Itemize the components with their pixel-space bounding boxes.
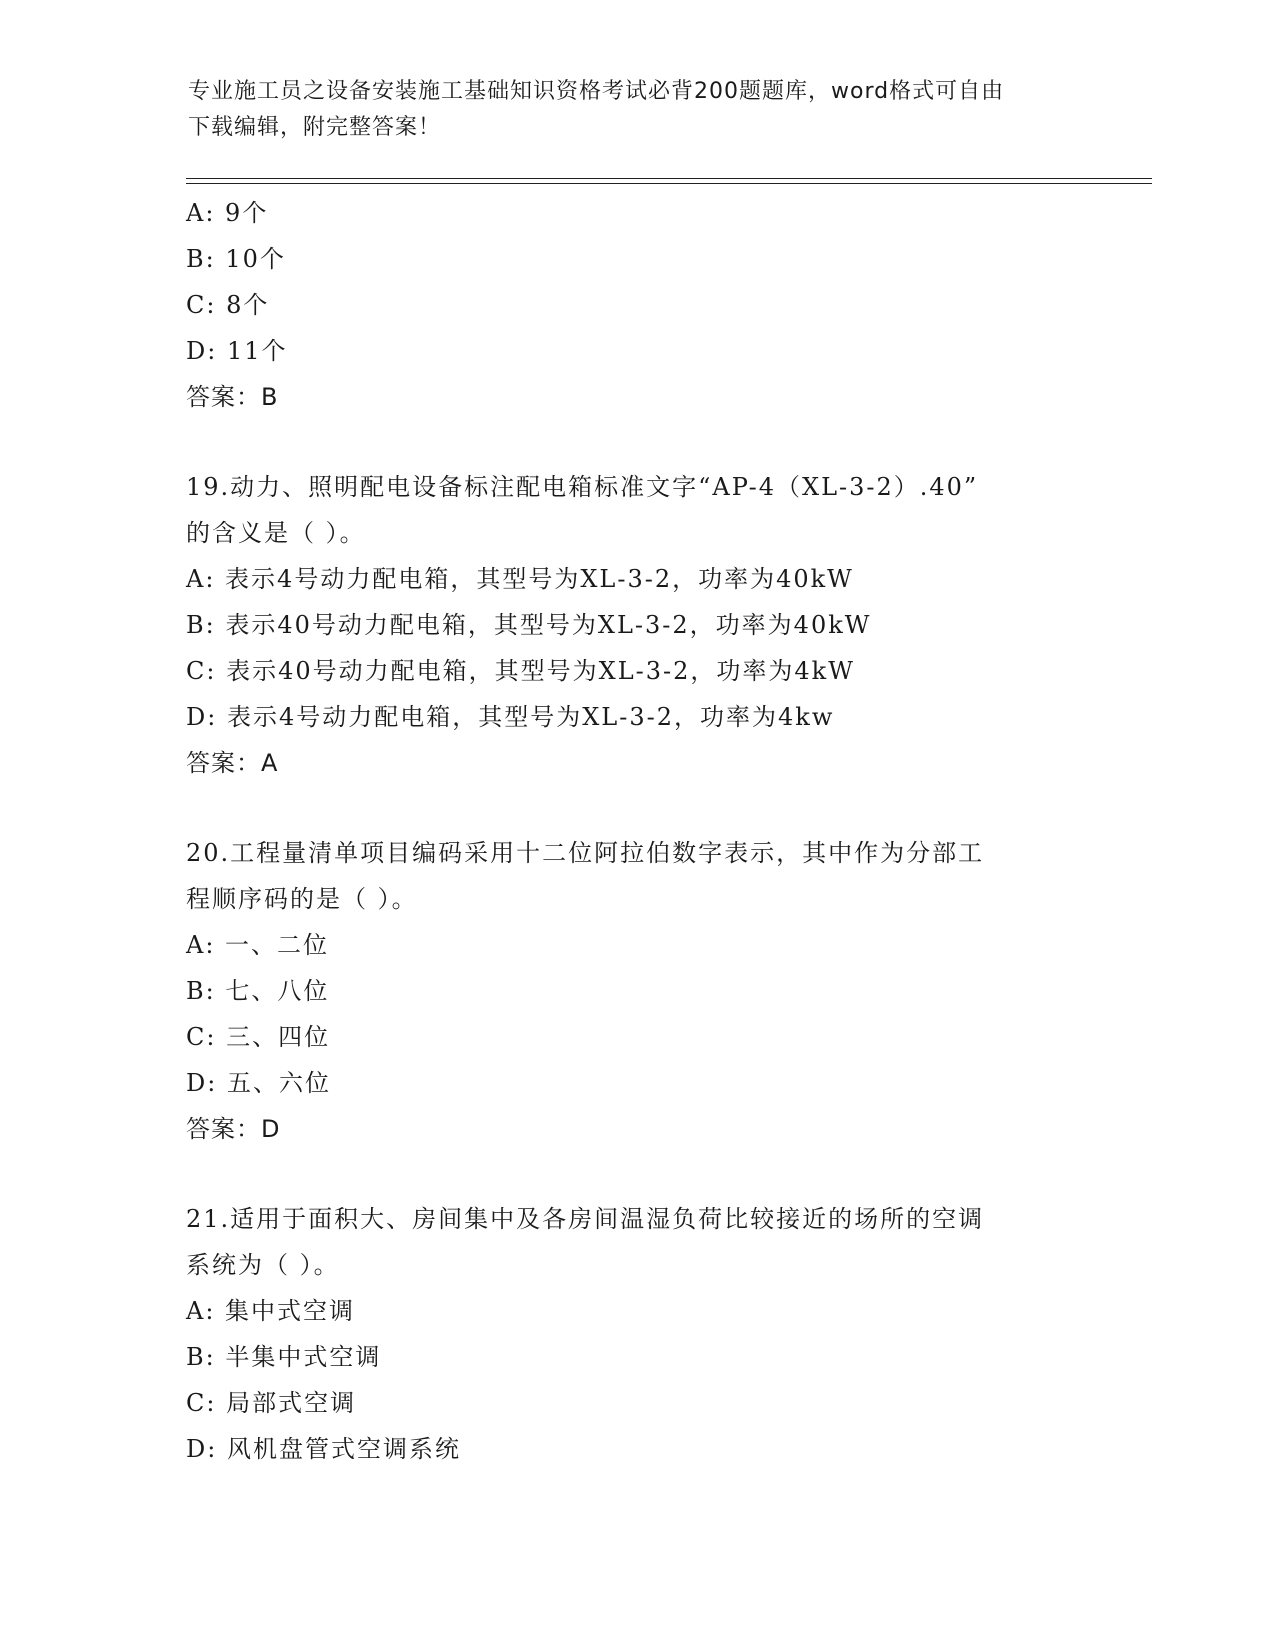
document-header [188, 74, 1088, 146]
option-d: D: 风机盘管式空调系统 [186, 1435, 461, 1463]
option-c: C: 三、四位 [186, 1023, 331, 1051]
question-18 [186, 190, 1086, 420]
option-d: D: 五、六位 [186, 1069, 331, 1097]
option-b: B: 半集中式空调 [186, 1343, 382, 1371]
option-b: B: 七、八位 [186, 977, 330, 1005]
header-divider-top [186, 178, 1152, 179]
question-list [186, 190, 1086, 1472]
option-a: A: 表示4号动力配电箱，其型号为XL-3-2，功率为40kW [186, 565, 854, 593]
option-b: B: 表示40号动力配电箱，其型号为XL-3-2，功率为40kW [186, 611, 872, 639]
question-text-line-2: 程顺序码的是（ ）。 [186, 885, 418, 913]
question-20 [186, 830, 1086, 1152]
option-a: A: 集中式空调 [186, 1297, 356, 1325]
header-title-line-1: 专业施工员之设备安装施工基础知识资格考试必背200题题库，word格式可自由 [188, 79, 1005, 104]
header-divider-bottom [186, 183, 1152, 184]
answer-label: 答案：D [186, 1115, 281, 1143]
option-a: A: 一、二位 [186, 931, 330, 959]
header-title-line-2: 下载编辑，附完整答案！ [188, 115, 442, 140]
option-b: B: 10个 [186, 245, 286, 273]
option-a: A: 9个 [186, 199, 269, 227]
question-text-line-2: 系统为（ ）。 [186, 1251, 340, 1279]
question-text-line-2: 的含义是（ ）。 [186, 519, 366, 547]
answer-label: 答案：A [186, 749, 279, 777]
option-d: D: 表示4号动力配电箱，其型号为XL-3-2，功率为4kw [186, 703, 835, 731]
option-c: C: 8个 [186, 291, 270, 319]
answer-label: 答案：B [186, 383, 279, 411]
question-21 [186, 1196, 1086, 1472]
option-d: D: 11个 [186, 337, 288, 365]
question-text-line-1: 20.工程量清单项目编码采用十二位阿拉伯数字表示，其中作为分部工 [186, 839, 985, 867]
option-c: C: 表示40号动力配电箱，其型号为XL-3-2，功率为4kW [186, 657, 855, 685]
question-text-line-1: 21.适用于面积大、房间集中及各房间温湿负荷比较接近的场所的空调 [186, 1205, 985, 1233]
option-c: C: 局部式空调 [186, 1389, 357, 1417]
question-19 [186, 464, 1086, 786]
question-text-line-1: 19.动力、照明配电设备标注配电箱标准文字“AP-4（XL-3-2）.40” [186, 473, 979, 501]
